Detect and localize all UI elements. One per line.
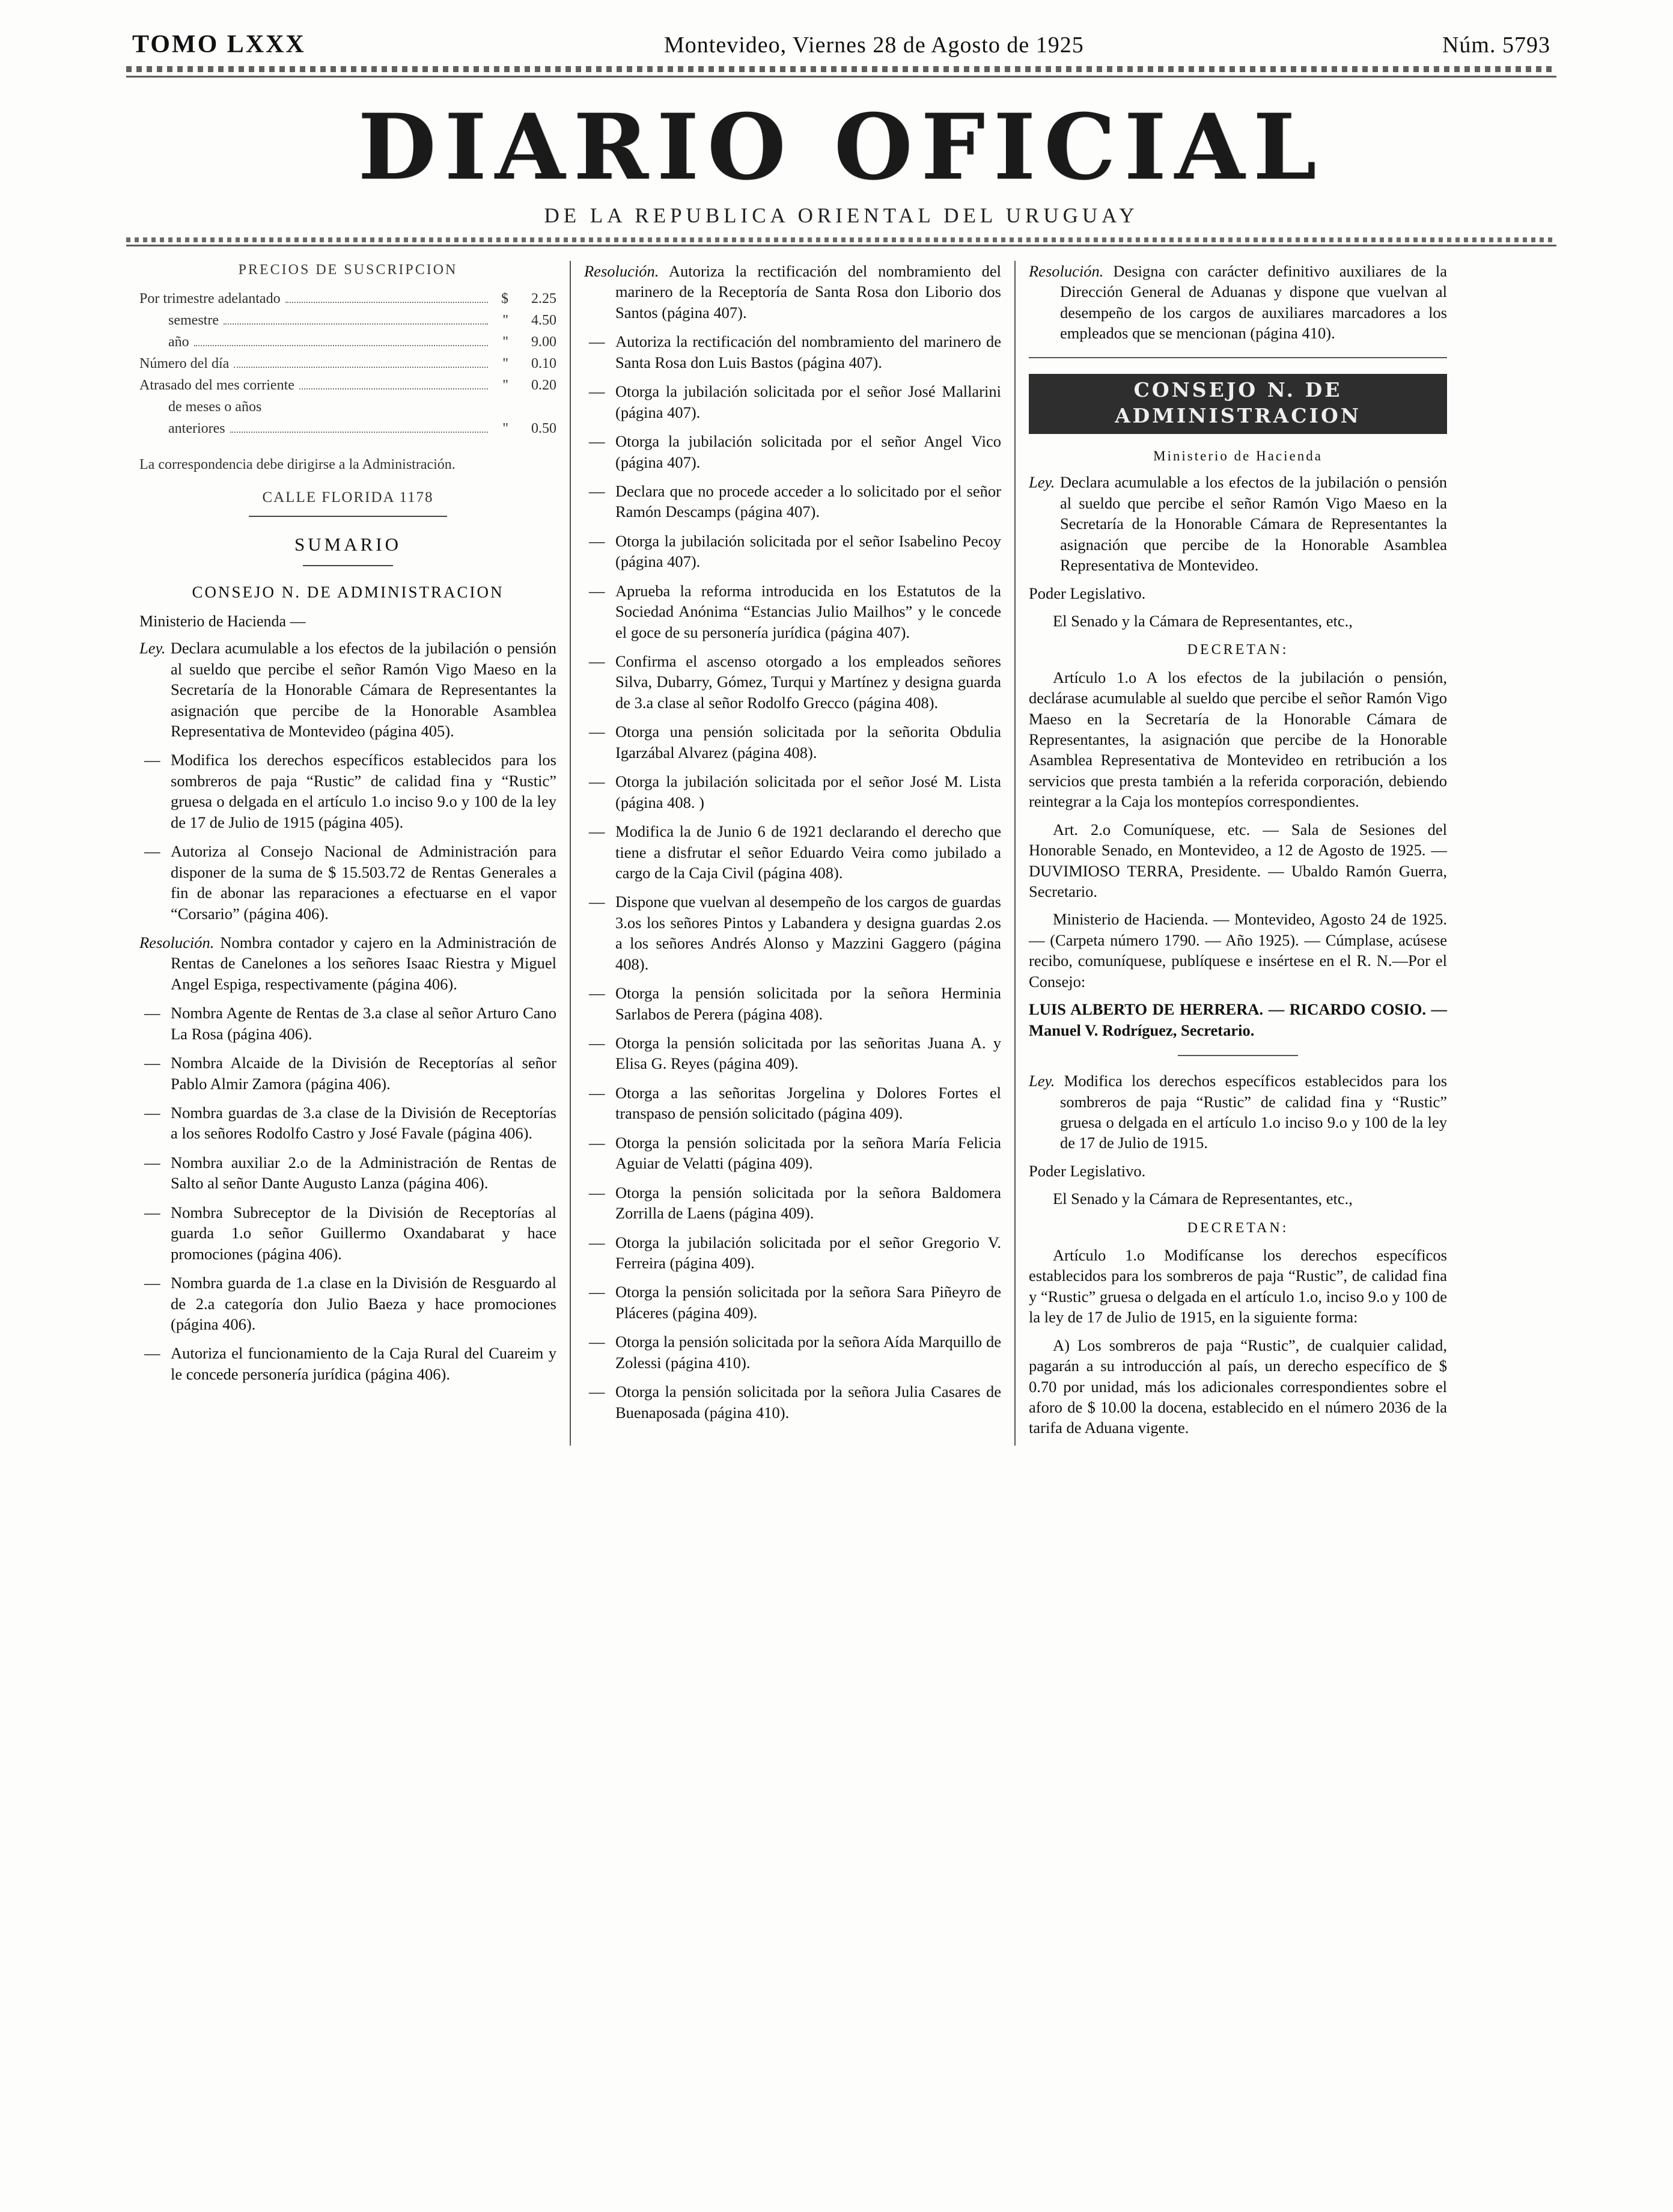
price-row xyxy=(139,331,556,353)
price-currency: " xyxy=(502,313,508,329)
subscription-prices-heading: PRECIOS DE SUSCRIPCION xyxy=(238,262,458,278)
columns-container xyxy=(126,261,1556,1446)
divider-rule xyxy=(1029,357,1447,358)
sumario-entry xyxy=(584,721,1001,763)
entry-dash-icon: — xyxy=(144,1104,160,1122)
entry-text: Nombra auxiliar 2.o de la Administración de Rentas de Salto al señor Dante Augusto Lanza (página 406). xyxy=(171,1153,556,1193)
office-address: CALLE FLORIDA 1178 xyxy=(262,489,434,506)
section-banner-consejo: CONSEJO N. DE ADMINISTRACION xyxy=(1029,374,1447,434)
sumario-section-title: CONSEJO N. DE ADMINISTRACION xyxy=(192,583,504,602)
entry-text: Otorga la pensión solicitada por la señora María Felicia Aguiar de Velatti (página 409). xyxy=(615,1133,1001,1173)
sumario-entry xyxy=(139,1152,556,1194)
entry-text: Designa con carácter definitivo auxiliares de la Dirección General de Aduanas y dispone que vuelvan al desempeño de los cargos de auxiliares marcadores a los empleados que se mencionan (página 410). xyxy=(1060,262,1447,343)
ministry-heading: Ministerio de Hacienda xyxy=(1153,448,1323,463)
entry-text: Confirma el ascenso otorgado a los empleados señores Silva, Dubarry, Gómez, Turqui y Martínez y designa guarda de 3.a clase al señor Rodolfo Grecco (página 408). xyxy=(615,652,1001,712)
price-currency: " xyxy=(502,377,508,394)
sumario-entry xyxy=(139,1343,556,1384)
sumario-entry xyxy=(139,1273,556,1334)
entry-dash-icon: — xyxy=(589,1133,605,1152)
price-row xyxy=(139,353,556,374)
sumario-entry xyxy=(1029,261,1447,344)
sumario-entry xyxy=(584,1282,1001,1323)
entry-dash-icon: — xyxy=(589,1183,605,1202)
entry-dash-icon: — xyxy=(589,772,605,791)
price-label: Por trimestre adelantado xyxy=(139,291,281,307)
sumario-entry xyxy=(584,331,1001,373)
entry-text: Nombra guarda de 1.a clase en la División de Resguardo al de 2.a categoría don Julio Baeza y hace promociones (página 406). xyxy=(171,1274,556,1333)
entry-dash-icon: — xyxy=(144,842,160,861)
poder-legislativo-label-1: Poder Legislativo. xyxy=(1029,584,1146,602)
price-row xyxy=(139,374,556,396)
sumario-ministry: Ministerio de Hacienda — xyxy=(139,613,306,631)
sumario-entry xyxy=(139,1202,556,1264)
price-currency: " xyxy=(502,356,508,372)
entry-text: Nombra contador y cajero en la Administración de Rentas de Canelones a los señores Isaac Riestra y Miguel Angel Espiga, respectivamente (página 406). xyxy=(171,933,557,993)
column-three xyxy=(1016,261,1460,1446)
entry-keyword: Resolución. xyxy=(139,933,215,952)
entry-text: Otorga la jubilación solicitada por el señor José M. Lista (página 408. ) xyxy=(615,772,1001,811)
sumario-entry xyxy=(584,1381,1001,1423)
entry-text: Otorga la jubilación solicitada por el señor Angel Vico (página 407). xyxy=(615,432,1001,471)
entry-text: Autoriza la rectificación del nombramiento del marinero de la Receptoría de Santa Rosa don Liborio dos Santos (página 407). xyxy=(615,262,1001,322)
entry-text: Modifica los derechos específicos establecidos para los sombreros de paja “Rustic” de calidad fina y “Rustic” gruesa o delgada en el artículo 1.o inciso 9.o y 100 de la ley de 17 de Julio de 1915. xyxy=(1060,1072,1448,1152)
entry-dash-icon: — xyxy=(144,1274,160,1292)
ley1-articulo-1: Artículo 1.o A los efectos de la jubilación o pensión, declárase acumulable al sueldo que percibe el señor Ramón Vigo Maeso en la Secretaría de la Honorable Cámara de Representantes, la asignación que percibe de la Honorable Asamblea Representativa de Montevideo en retribución a los servicios que presta también a la referida corporación, debiendo reintegrar a la Caja los montepíos correspondientes. xyxy=(1029,668,1447,811)
ley2-apartado-a: A) Los sombreros de paja “Rustic”, de cualquier calidad, pagarán a su introducción al país, un derecho específico de $ 0.70 por unidad, más los adicionales correspondientes sobre el aforo de $ 10.00 la docena, establecido en el número 2036 de la tarifa de Aduana vigente. xyxy=(1029,1336,1447,1437)
sumario-entry xyxy=(584,1132,1001,1174)
sumario-entry xyxy=(139,932,556,994)
divider-short xyxy=(303,565,393,566)
ley1-articulo-2: Art. 2.o Comuníquese, etc. — Sala de Sesiones del Honorable Senado, en Montevideo, a 12 de Agosto de 1925. — DUVIMIOSO TERRA, Presidente. — Ubaldo Ramón Guerra, Secretario. xyxy=(1029,820,1447,901)
entry-dash-icon: — xyxy=(589,1083,605,1102)
entry-text: Autoriza la rectificación del nombramiento del marinero de Santa Rosa don Luis Bastos (página 407). xyxy=(615,332,1001,371)
divider-short xyxy=(1178,1055,1298,1056)
entry-text: Nombra Agente de Rentas de 3.a clase al señor Arturo Cano La Rosa (página 406). xyxy=(171,1004,556,1043)
sumario-entry xyxy=(139,1053,556,1094)
price-amount: 2.25 xyxy=(531,291,556,307)
entry-dash-icon: — xyxy=(589,893,605,911)
entry-text: Nombra Subreceptor de la División de Receptorías al guarda 1.o señor Guillermo Oxandabarat y hace promociones (página 406). xyxy=(171,1203,556,1263)
sumario-entry xyxy=(584,1331,1001,1373)
entry-dash-icon: — xyxy=(144,1344,160,1363)
leader-dots xyxy=(224,323,488,325)
correspondence-note: La correspondencia debe dirigirse a la Administración. xyxy=(139,457,456,473)
entry-dash-icon: — xyxy=(589,1233,605,1251)
entry-keyword: Resolución. xyxy=(1029,262,1104,280)
price-currency: $ xyxy=(501,291,508,307)
leader-dots xyxy=(194,345,488,346)
price-row xyxy=(139,418,556,439)
senado-line-1: El Senado y la Cámara de Representantes, etc., xyxy=(1053,612,1353,631)
price-label: semestre xyxy=(168,313,219,329)
divider-dotted-bottom xyxy=(126,237,1556,242)
sumario-entry xyxy=(139,1102,556,1144)
entry-text: Declara que no procede acceder a lo solicitado por el señor Ramón Descamps (página 407). xyxy=(615,481,1001,521)
entry-text: Otorga la jubilación solicitada por el señor Gregorio V. Ferreira (página 409). xyxy=(615,1233,1001,1272)
entry-dash-icon: — xyxy=(589,432,605,451)
page-title: DIARIO OFICIAL xyxy=(358,94,1325,200)
entry-keyword: Ley. xyxy=(1029,1072,1055,1090)
entry-dash-icon: — xyxy=(589,481,605,500)
divider-dotted-top xyxy=(126,66,1556,72)
entry-dash-icon: — xyxy=(589,984,605,1003)
entry-text: Otorga una pensión solicitada por la señorita Obdulia Igarzábal Alvarez (página 408). xyxy=(615,723,1001,762)
price-label: año xyxy=(168,334,189,350)
entry-text: Otorga la pensión solicitada por la señora Herminia Sarlabos de Perera (página 408). xyxy=(615,984,1001,1023)
decretan-label-2: DECRETAN: xyxy=(1187,1220,1289,1236)
entry-text: Otorga la jubilación solicitada por el señor José Mallarini (página 407). xyxy=(615,382,1001,421)
entry-text: Otorga la jubilación solicitada por el señor Isabelino Pecoy (página 407). xyxy=(615,531,1001,571)
divider-thin-bottom xyxy=(126,245,1556,246)
ley1-cumplase: Ministerio de Hacienda. — Montevideo, Agosto 24 de 1925. — (Carpeta número 1790. — Año 1925). — Cúmplase, acúsese recibo, comuníquese, publíquese e insértese en el R. N.—Por el Consejo: xyxy=(1029,910,1447,991)
ley1-signatures: LUIS ALBERTO DE HERRERA. — RICARDO COSIO. — Manuel V. Rodríguez, Secretario. xyxy=(1029,1000,1447,1039)
entry-dash-icon: — xyxy=(144,751,160,769)
entry-text: Otorga la pensión solicitada por la señora Baldomera Zorrilla de Laens (página 409). xyxy=(615,1183,1001,1223)
entry-keyword: Ley. xyxy=(139,639,166,658)
senado-line-2: El Senado y la Cámara de Representantes, etc., xyxy=(1053,1190,1353,1208)
masthead-topline xyxy=(126,30,1556,59)
ley2-articulo-1: Artículo 1.o Modifícanse los derechos específicos establecidos para los sombreros de paja “Rustic”, de calidad fina y “Rustic” gruesa o delgada en el artículo 1.o, inciso 9.o y 100 de la ley de 17 de Julio de 1915, en la siguiente forma: xyxy=(1029,1245,1447,1327)
entry-text: Otorga la pensión solicitada por la señora Sara Piñeyro de Pláceres (página 409). xyxy=(615,1283,1001,1322)
price-amount: 0.50 xyxy=(531,421,556,437)
leader-dots xyxy=(230,432,488,433)
entry-text: Declara acumulable a los efectos de la jubilación o pensión al sueldo que percibe el señor Ramón Vigo Maeso en la Secretaría de la Honorable Cámara de Representantes la asignación que percibe de la Honorable Asamblea Representativa de Montevideo (página 405). xyxy=(170,639,557,741)
entry-dash-icon: — xyxy=(144,1004,160,1022)
entry-dash-icon: — xyxy=(589,382,605,401)
entry-text: Modifica los derechos específicos establecidos para los sombreros de paja “Rustic” de calidad fina y “Rustic” gruesa o delgada en el artículo 1.o inciso 9.o y 100 de la ley de 17 de Julio de 1915 (página 405). xyxy=(171,751,556,831)
entry-dash-icon: — xyxy=(589,1283,605,1301)
page-subtitle: DE LA REPUBLICA ORIENTAL DEL URUGUAY xyxy=(544,204,1139,227)
price-currency: " xyxy=(502,334,508,350)
poder-legislativo-label-2: Poder Legislativo. xyxy=(1029,1161,1146,1180)
sumario-title: SUMARIO xyxy=(294,534,401,555)
sumario-entry xyxy=(584,821,1001,883)
price-label: anteriores xyxy=(168,421,225,437)
sumario-entry xyxy=(584,771,1001,813)
price-currency: " xyxy=(502,421,508,437)
price-amount: 4.50 xyxy=(531,313,556,329)
entry-keyword: Resolución. xyxy=(584,262,659,280)
divider-short xyxy=(249,516,447,517)
entry-dash-icon: — xyxy=(589,581,605,600)
entry-text: Otorga la pensión solicitada por la señora Aída Marquillo de Zolessi (página 410). xyxy=(615,1333,1001,1372)
entry-text: Aprueba la reforma introducida en los Estatutos de la Sociedad Anónima “Estancias Julio Mailhos” y le concede el goce de su personería jurídica (página 407). xyxy=(615,581,1001,641)
entry-dash-icon: — xyxy=(589,652,605,670)
entry-dash-icon: — xyxy=(589,1382,605,1401)
entry-text: Declara acumulable a los efectos de la jubilación o pensión al sueldo que percibe el señor Ramón Vigo Maeso en la Secretaría de la Honorable Cámara de Representantes la asignación que percibe de la Honorable Asamblea Representativa de Montevideo. xyxy=(1059,473,1447,575)
ley-summary-2 xyxy=(1029,1071,1447,1153)
entry-text: Nombra guardas de 3.a clase de la División de Receptorías a los señores Rodolfo Castro y José Favale (página 406). xyxy=(171,1104,556,1143)
entry-keyword: Ley. xyxy=(1029,473,1055,492)
entry-text: Otorga a las señoritas Jorgelina y Dolores Fortes el transpaso de pensión solicitado (página 409). xyxy=(615,1083,1001,1123)
sumario-entry xyxy=(584,481,1001,522)
issue-date: Montevideo, Viernes 28 de Agosto de 1925 xyxy=(663,32,1084,58)
sumario-entry xyxy=(584,1232,1001,1274)
sumario-entry xyxy=(584,651,1001,713)
sumario-entry xyxy=(584,1083,1001,1124)
entry-text: Modifica la de Junio 6 de 1921 declarando el derecho que tiene a disfrutar el señor Eduardo Veira como jubilado a cargo de la Caja Civil (página 408). xyxy=(615,822,1001,882)
divider-thin-top xyxy=(126,76,1556,78)
entry-text: Nombra Alcaide de la División de Receptorías al señor Pablo Almir Zamora (página 406). xyxy=(171,1054,556,1093)
entry-dash-icon: — xyxy=(589,1333,605,1351)
price-row xyxy=(139,396,556,418)
decretan-label-1: DECRETAN: xyxy=(1187,642,1289,658)
entry-text: Dispone que vuelvan al desempeño de los cargos de guardas 3.os los señores Pintos y Labandera y designa guardas 2.os a los señores Andrés Alonso y Mazzini Gaggero (página 408). xyxy=(615,893,1001,973)
sumario-entry xyxy=(139,638,556,741)
sumario-entry xyxy=(584,1182,1001,1224)
price-label: de meses o años xyxy=(168,399,262,415)
entry-text: Otorga la pensión solicitada por las señoritas Juana A. y Elisa G. Reyes (página 409). xyxy=(615,1034,1001,1073)
subscription-prices-list xyxy=(139,288,556,439)
column-two xyxy=(571,261,1016,1446)
price-row xyxy=(139,288,556,310)
sumario-entry xyxy=(584,983,1001,1024)
price-row xyxy=(139,310,556,331)
entry-dash-icon: — xyxy=(144,1153,160,1172)
sumario-entry xyxy=(584,1033,1001,1074)
sumario-entry xyxy=(584,581,1001,643)
leader-dots xyxy=(285,302,488,303)
price-amount: 0.20 xyxy=(531,377,556,394)
ley-summary-1 xyxy=(1029,472,1447,575)
entry-text: Otorga la pensión solicitada por la señora Julia Casares de Buenaposada (página 410). xyxy=(615,1382,1001,1422)
sumario-entry xyxy=(584,531,1001,572)
price-label: Atrasado del mes corriente xyxy=(139,377,294,394)
sumario-entry xyxy=(584,381,1001,423)
entry-dash-icon: — xyxy=(589,723,605,741)
volume-label: TOMO LXXX xyxy=(132,31,306,58)
entry-dash-icon: — xyxy=(589,822,605,841)
sumario-entry xyxy=(584,891,1001,974)
sumario-entry xyxy=(584,431,1001,472)
leader-dots xyxy=(299,388,488,390)
column-one xyxy=(126,261,571,1446)
entry-dash-icon: — xyxy=(589,531,605,550)
leader-dots xyxy=(234,367,488,368)
sumario-entry xyxy=(139,1003,556,1044)
entry-text: Autoriza el funcionamiento de la Caja Rural del Cuareim y le concede personería jurídica (página 406). xyxy=(171,1344,556,1383)
sumario-entry xyxy=(139,841,556,924)
sumario-entry xyxy=(139,750,556,833)
entry-text: Autoriza al Consejo Nacional de Administración para disponer de la suma de $ 15.503.72 de Rentas Generales a fin de abonar las reparaciones a efectuarse en el vapor “Corsario” (página 406). xyxy=(171,842,556,923)
issue-number: Núm. 5793 xyxy=(1442,32,1550,58)
price-amount: 0.10 xyxy=(531,356,556,372)
entry-dash-icon: — xyxy=(589,332,605,351)
price-amount: 9.00 xyxy=(531,334,556,350)
entry-dash-icon: — xyxy=(144,1203,160,1221)
price-label: Número del día xyxy=(139,356,230,372)
entry-dash-icon: — xyxy=(589,1034,605,1052)
entry-dash-icon: — xyxy=(144,1054,160,1072)
sumario-entry xyxy=(584,261,1001,323)
